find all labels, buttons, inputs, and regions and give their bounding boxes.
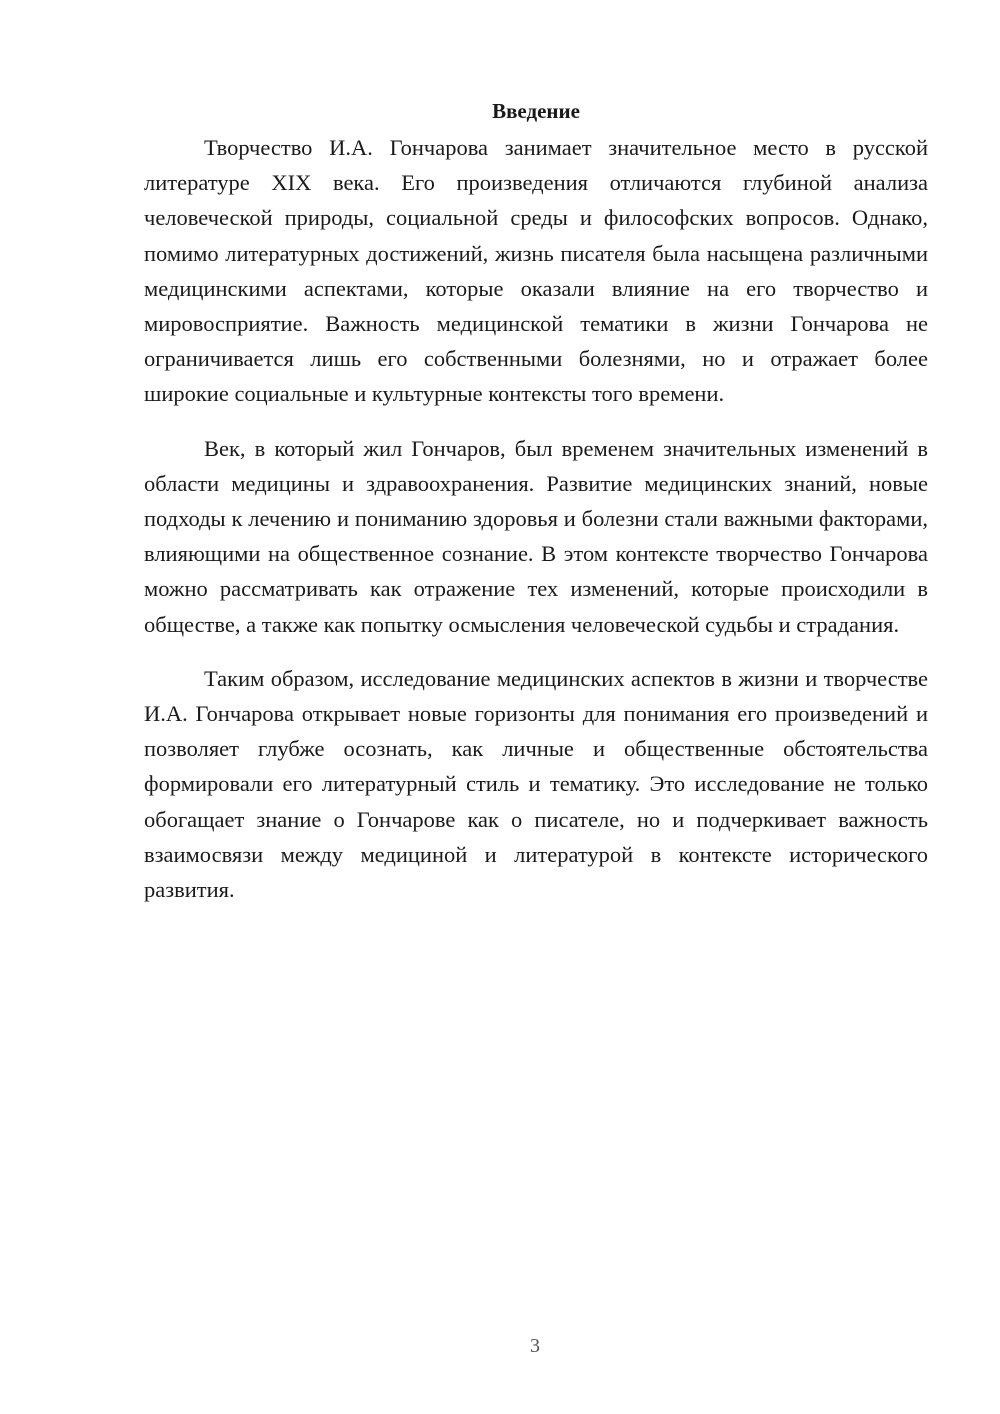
paragraph-1: Творчество И.А. Гончарова занимает значительное место в русской литературе XIX века. Его произведения отличаются глубиной анализа человеческой природы, социальной среды и философских вопросов. Однако, помимо литературных достижений, жизнь писателя была насыщена различными медицинскими аспектами, которые оказали влияние на его творчество и мировосприятие. Важность медицинской тематики в жизни Гончарова не ограничивается лишь его собственными болезнями, но и отражает более широкие социальные и культурные контексты того времени. [144,135,928,407]
paragraph-3: Таким образом, исследование медицинских аспектов в жизни и творчестве И.А. Гончарова открывает новые горизонты для понимания его произведений и позволяет глубже осознать, как личные и общественные обстоятельства формировали его литературный стиль и тематику. Это исследование не только обогащает знание о Гончарове как о писателе, но и подчеркивает важность взаимосвязи между медициной и литературой в контексте исторического развития. [144,665,928,903]
section-heading: Введение [492,99,580,123]
paragraph-2: Век, в который жил Гончаров, был временем значительных изменений в области медицины и здравоохранения. Развитие медицинских знаний, новые подходы к лечению и пониманию здоровья и болезни стали важными факторами, влияющими на общественное сознание. В этом контексте творчество Гончарова можно рассматривать как отражение тех изменений, которые происходили в обществе, а также как попытку осмысления человеческой судьбы и страдания. [144,435,928,637]
page-content [144,96,928,926]
page-number: 3 [530,1335,540,1357]
